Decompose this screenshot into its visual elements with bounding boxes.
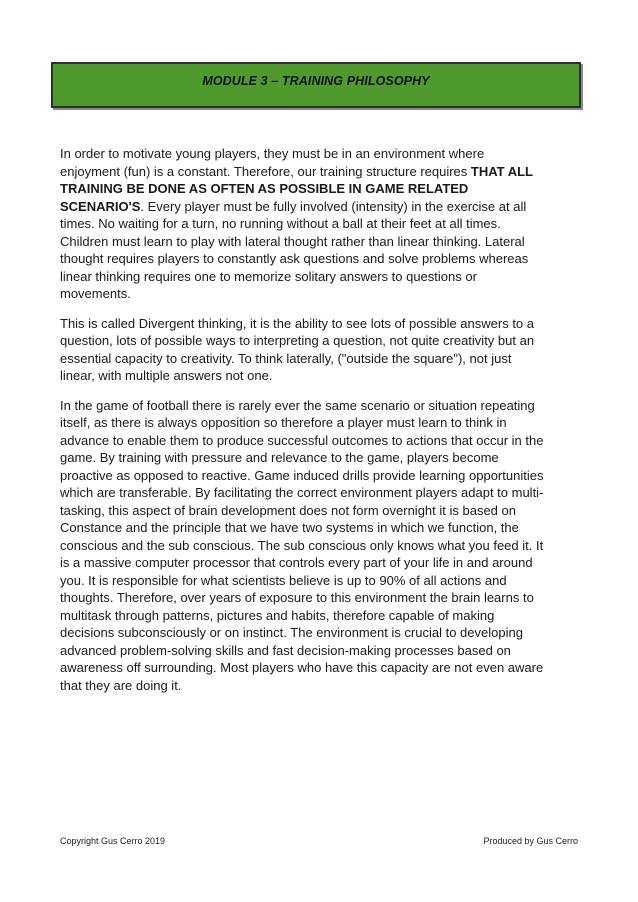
paragraph-1-text-end: . Every player must be fully involved (intensity) in the exercise at all times. No waiting for a turn, no running without a ball at their feet at all times. Children must learn to play with lateral thought rather than linear thinking. Lateral thought requires players to constantly ask questions and solve problems whereas linear thinking requires one to memorize solitary answers to questions or movements.	[60, 198, 529, 301]
document-body	[60, 145, 546, 706]
module-header-banner	[51, 62, 581, 108]
paragraph-divergent-thinking: This is called Divergent thinking, it is the ability to see lots of possible answers to a question, lots of possible ways to interpreting a question, not quite creativity but an essential capacity to creativity. To think laterally, ("outside the square"), not just linear, with multiple answers not one.	[60, 315, 535, 383]
paragraph-training-structure	[60, 145, 546, 303]
copyright-notice: Copyright Gus Cerro 2019	[60, 836, 166, 846]
paragraph-1-text-start: In order to motivate young players, they must be in an environment where enjoyment (fun) is a constant. Therefore, our training structure requires	[60, 146, 485, 179]
paragraph-1-emphasis: THAT ALL TRAINING BE DONE AS OFTEN AS POSSIBLE IN GAME RELATED SCENARIO'S	[60, 163, 533, 214]
module-title: MODULE 3 – TRAINING PHILOSOPHY	[202, 74, 430, 88]
producer-credit: Produced by Gus Cerro	[483, 836, 578, 846]
paragraph-game-scenarios: In the game of football there is rarely ever the same scenario or situation repeating itself, as there is always opposition so therefore a player must learn to think in advance to enable them to produce successful outcomes to actions that occur in the game. By training with pressure and relevance to the game, players become proactive as opposed to reactive. Game induced drills provide learning opportunities which are transferable. By facilitating the correct environment players adapt to multi-tasking, this aspect of brain development does not form overnight it is based on Constance and the principle that we have two systems in which we function, the conscious and the sub conscious. The sub conscious only knows what you feed it. It is a massive computer processor that controls every part of your life in and around you. It is responsible for what scientists believe is up to 90% of all actions and thoughts. Therefore, over years of exposure to this environment the brain learns to multitask through patterns, pictures and habits, therefore capable of making decisions subconsciously or on instinct. The environment is crucial to developing advanced problem-solving skills and fast decision-making processes based on awareness off surrounding. Most players who have this capacity are not even aware that they are doing it.	[60, 397, 544, 693]
